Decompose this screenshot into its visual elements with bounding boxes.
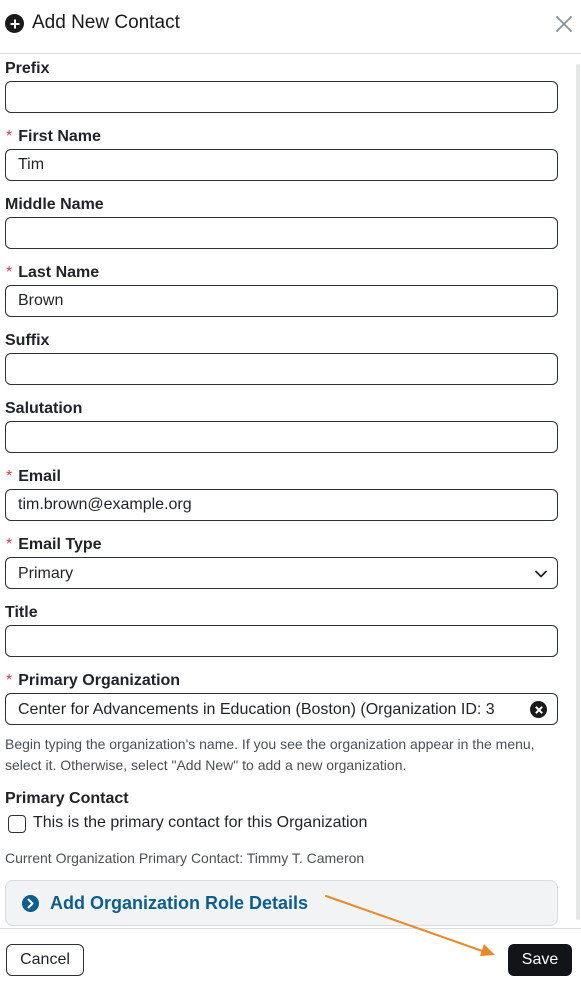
suffix-input[interactable] xyxy=(5,353,558,385)
last-name-label: * Last Name xyxy=(6,264,100,281)
required-marker: * xyxy=(6,672,13,689)
last-name-input[interactable] xyxy=(5,285,558,317)
suffix-label: Suffix xyxy=(5,332,50,349)
dialog-title: Add New Contact xyxy=(32,12,180,33)
add-organization-role-details-label: Add Organization Role Details xyxy=(50,893,309,913)
cancel-button[interactable]: Cancel xyxy=(6,944,84,976)
required-marker: * xyxy=(6,264,13,281)
add-organization-role-details-toggle[interactable] xyxy=(5,880,558,926)
middle-name-label: Middle Name xyxy=(5,196,104,213)
chevron-right-icon xyxy=(22,895,39,912)
dialog-header xyxy=(0,0,581,54)
title-label: Title xyxy=(5,604,38,621)
middle-name-input[interactable] xyxy=(5,217,558,249)
first-name-input[interactable] xyxy=(5,149,558,181)
primary-organization-label: * Primary Organization xyxy=(6,672,181,689)
primary-contact-checkbox-label[interactable]: This is the primary contact for this Organization xyxy=(33,814,368,831)
title-input[interactable] xyxy=(5,625,558,657)
prefix-input[interactable] xyxy=(5,81,558,113)
prefix-label: Prefix xyxy=(5,60,50,77)
scrollbar[interactable] xyxy=(576,64,580,920)
first-name-label: * First Name xyxy=(6,128,101,145)
required-marker: * xyxy=(6,468,13,485)
email-input[interactable] xyxy=(5,489,558,521)
primary-organization-field[interactable] xyxy=(5,693,558,725)
organization-help-text: Begin typing the organization's name. If you see the organization appear in the menu, select it. Otherwise, select "Add New" to add a new organization. xyxy=(5,736,535,773)
chevron-down-icon xyxy=(534,567,548,581)
email-type-label: * Email Type xyxy=(6,536,102,553)
primary-contact-checkbox[interactable] xyxy=(8,815,26,833)
salutation-label: Salutation xyxy=(5,400,83,417)
save-button[interactable]: Save xyxy=(508,944,572,976)
required-marker: * xyxy=(6,536,13,553)
salutation-input[interactable] xyxy=(5,421,558,453)
dialog-footer xyxy=(0,928,581,986)
email-type-value: Primary xyxy=(18,565,74,582)
required-marker: * xyxy=(6,128,13,145)
primary-organization-value: Center for Advancements in Education (Boston) (Organization ID: 3 xyxy=(18,701,495,718)
primary-contact-label: Primary Contact xyxy=(5,790,129,807)
plus-circle-icon xyxy=(5,14,24,33)
close-icon[interactable] xyxy=(553,13,575,35)
clear-icon[interactable] xyxy=(530,701,547,718)
current-primary-contact: Current Organization Primary Contact: Timmy T. Cameron xyxy=(5,850,365,866)
email-label: * Email xyxy=(6,468,61,485)
email-type-select[interactable] xyxy=(5,557,558,589)
